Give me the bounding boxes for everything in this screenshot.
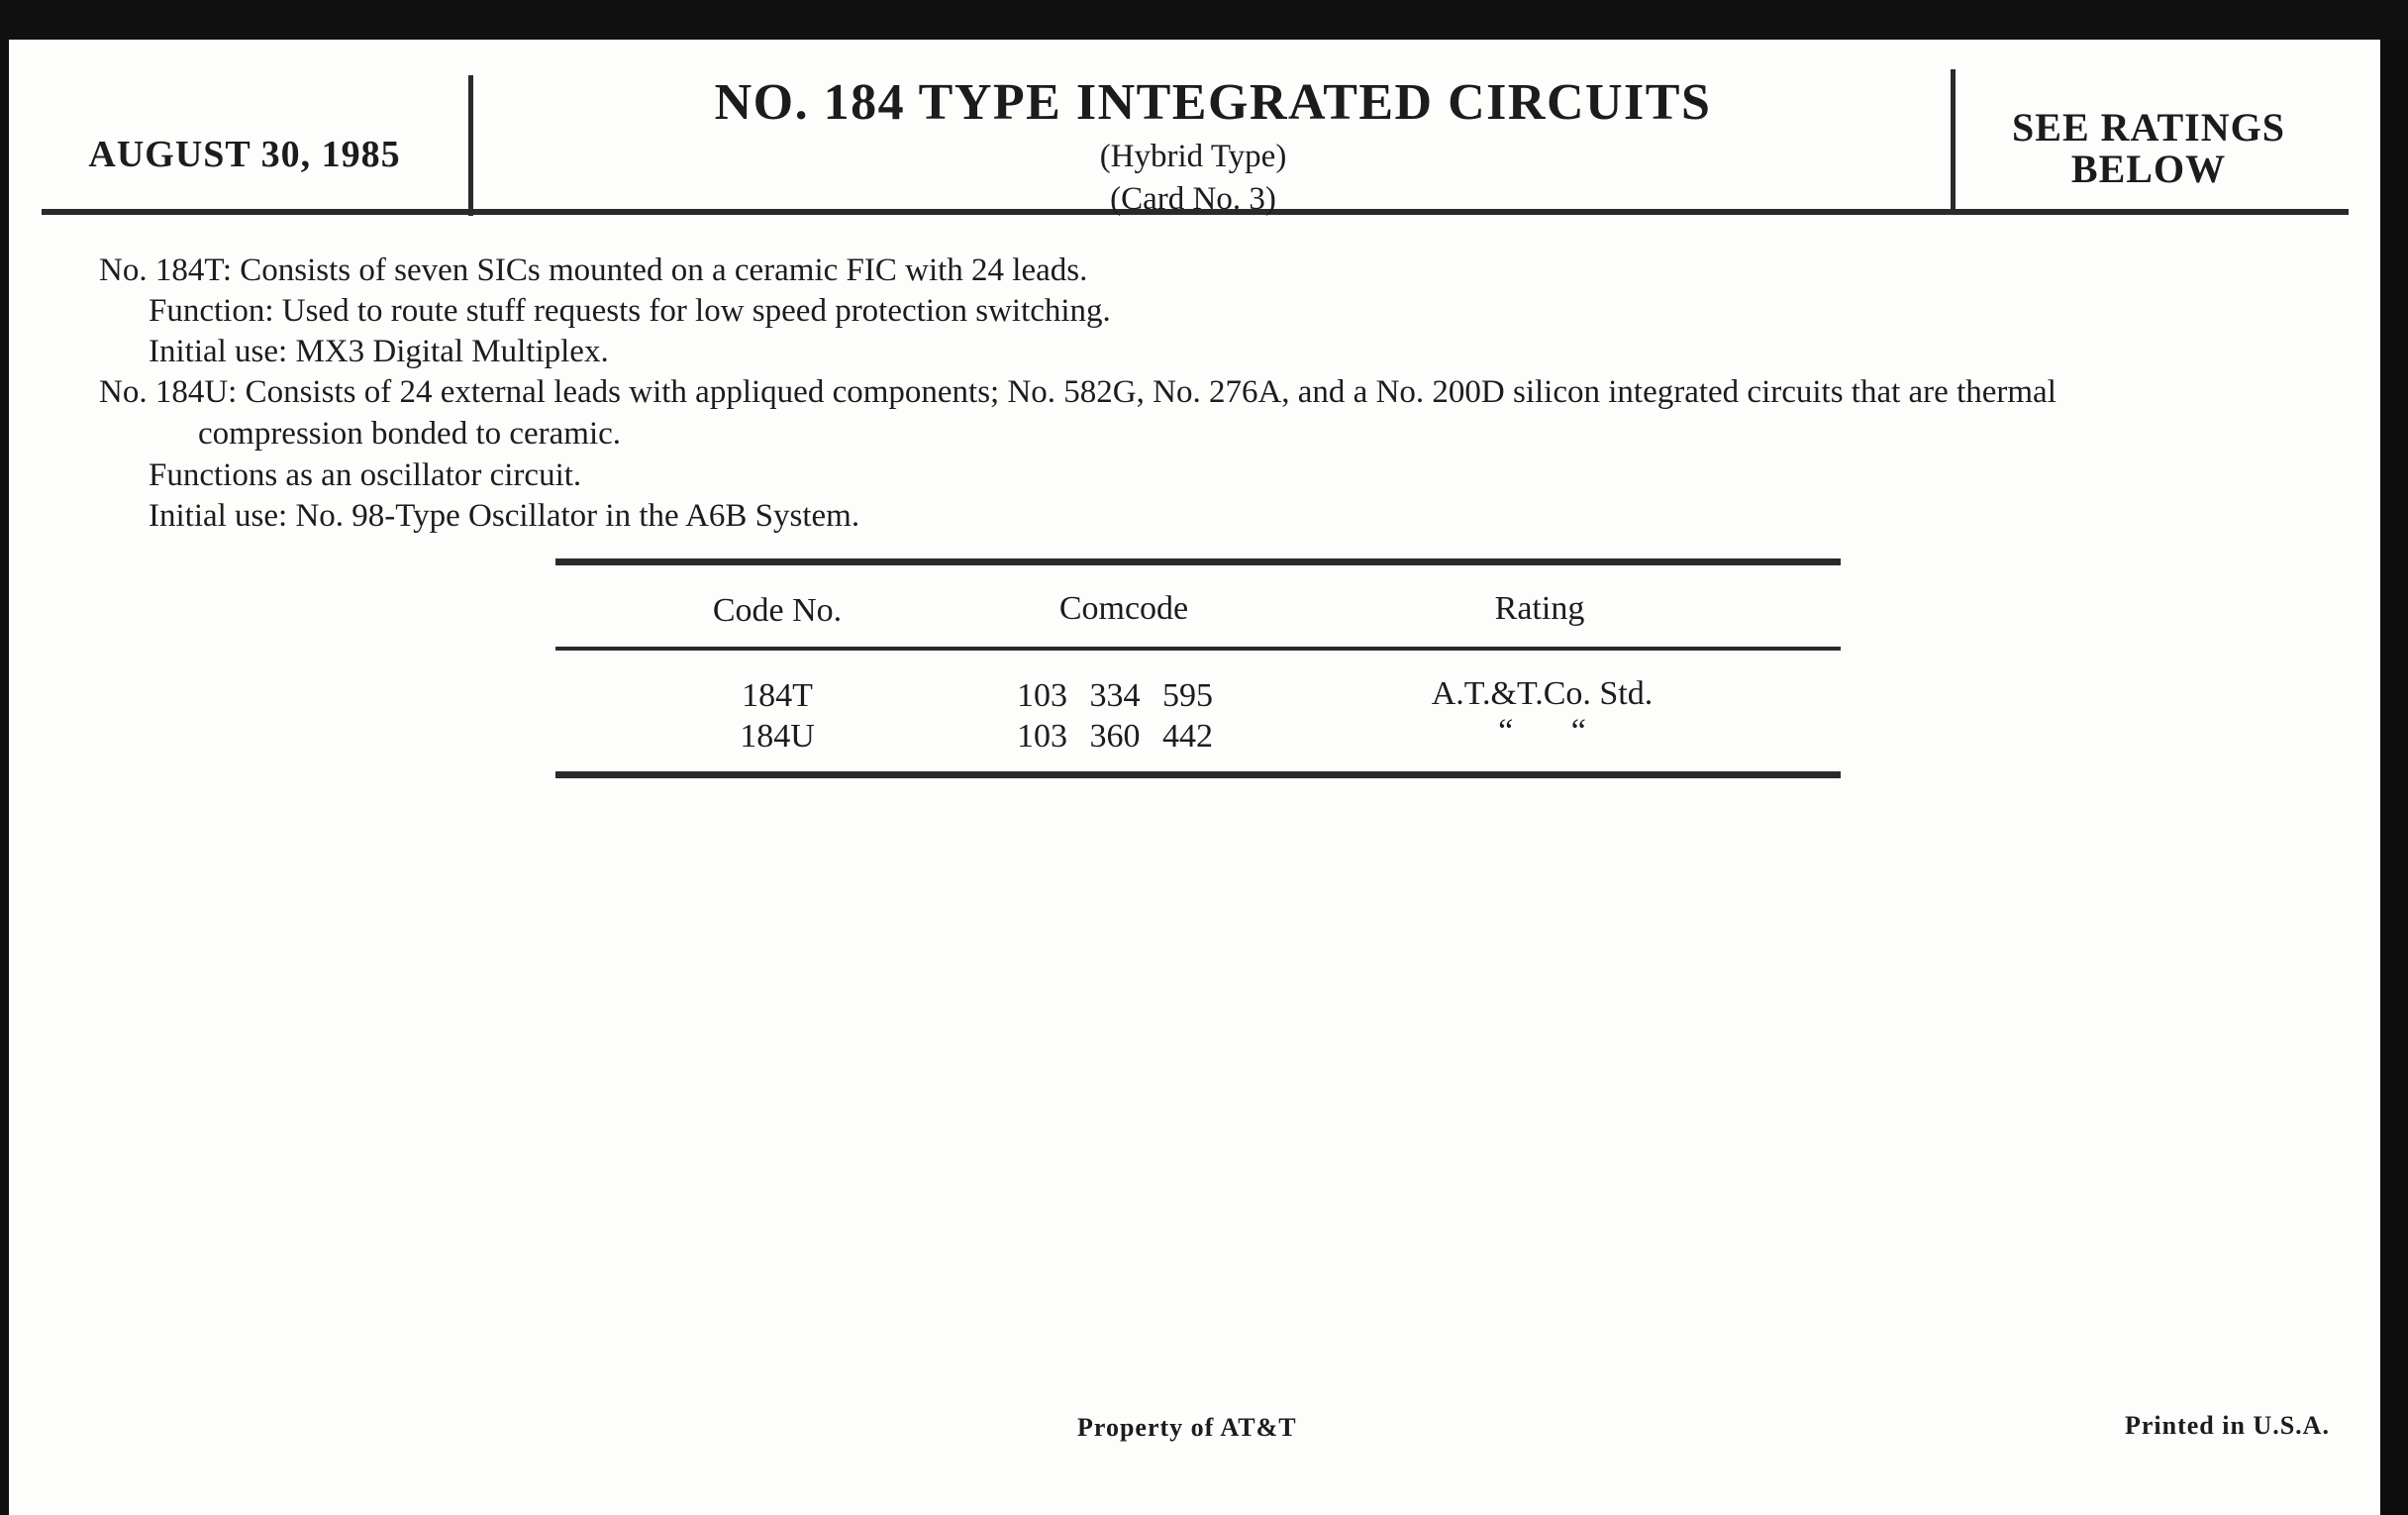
footer-property: Property of AT&T: [1077, 1413, 1297, 1442]
desc-184t-function: Function: Used to route stuff requests for low speed protection switching.: [149, 293, 1111, 329]
desc-184t-initial-use: Initial use: MX3 Digital Multiplex.: [149, 334, 609, 369]
column-header-rating: Rating: [1494, 590, 1585, 627]
table-top-rule: [555, 558, 1841, 565]
desc-184t-line: No. 184T: Consists of seven SICs mounted on a ceramic FIC with 24 leads.: [99, 252, 1088, 288]
desc-184u-initial-use: Initial use: No. 98-Type Oscillator in the A6B System.: [149, 498, 860, 534]
table-bottom-rule: [555, 771, 1841, 778]
column-header-comcode: Comcode: [1058, 590, 1189, 627]
card-edge-shadow: [2380, 40, 2408, 1515]
desc-184u-continuation: compression bonded to ceramic.: [198, 416, 622, 452]
header-divider-left: [468, 75, 473, 216]
footer-printed: Printed in U.S.A.: [2125, 1411, 2330, 1440]
row-comcode: 103 334 595: [1017, 677, 1213, 714]
header-date: AUGUST 30, 1985: [88, 134, 401, 175]
ratings-line-2: BELOW: [2070, 147, 2227, 191]
row-code: 184T: [742, 677, 813, 714]
row-rating: A.T.&T.Co. Std.: [1431, 675, 1654, 712]
header-divider-right: [1951, 69, 1956, 212]
page-title: NO. 184 TYPE INTEGRATED CIRCUITS: [714, 74, 1712, 131]
row-code: 184U: [740, 718, 815, 755]
header-card-number: (Card No. 3): [1110, 181, 1276, 217]
desc-184u-function: Functions as an oscillator circuit.: [149, 457, 582, 493]
table-header-rule: [555, 647, 1841, 651]
header-ratings-note: [1965, 107, 2332, 190]
row-rating: “ “: [1498, 713, 1586, 750]
ratings-line-1: SEE RATINGS: [2012, 105, 2285, 150]
row-comcode: 103 360 442: [1017, 718, 1213, 755]
header-subtitle: (Hybrid Type): [1099, 139, 1287, 174]
column-header-code: Code No.: [712, 592, 843, 629]
desc-184u-line: No. 184U: Consists of 24 external leads with appliqued components; No. 582G, No. 276A, and a No. 200D silicon integrated circuits that are thermal: [99, 374, 2057, 410]
